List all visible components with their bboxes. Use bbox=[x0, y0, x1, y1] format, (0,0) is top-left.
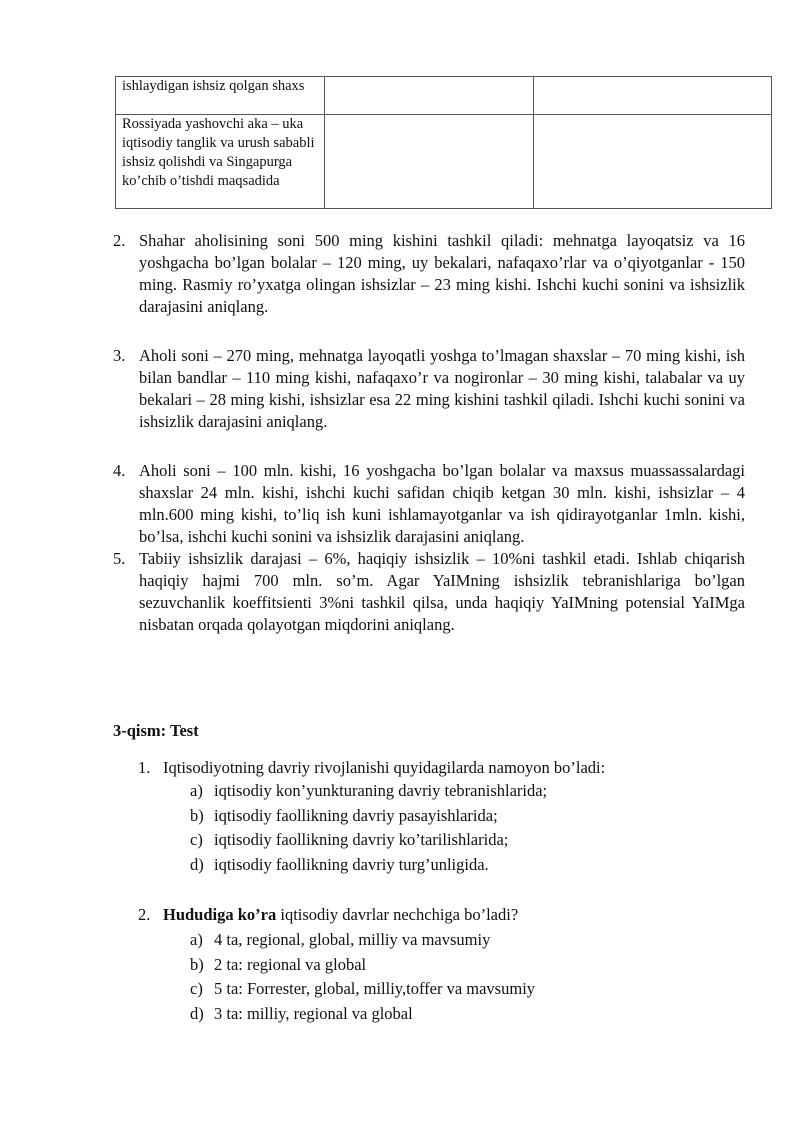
option-label: a) bbox=[190, 930, 203, 949]
option-label: c) bbox=[190, 830, 203, 850]
answer-option bbox=[190, 1002, 535, 1027]
option-text: 5 ta: Forrester, global, milliy,toffer va mavsumiy bbox=[214, 979, 536, 999]
problem-item bbox=[113, 345, 745, 433]
option-text: iqtisodiy faollikning davriy ko’tarilishlarida; bbox=[214, 830, 509, 850]
answer-option bbox=[190, 804, 547, 829]
answer-option bbox=[190, 928, 535, 953]
question-rest-text: iqtisodiy davrlar nechchiga bo’ladi? bbox=[276, 905, 519, 924]
option-text: iqtisodiy faollikning davriy pasayishlarida; bbox=[214, 805, 498, 825]
option-label: c) bbox=[190, 979, 203, 999]
answer-option bbox=[190, 779, 547, 804]
problem-item bbox=[113, 548, 745, 636]
problem-item bbox=[113, 230, 745, 318]
option-label: d) bbox=[190, 1004, 204, 1024]
option-text: 3 ta: milliy, regional va global bbox=[214, 1004, 413, 1024]
table-cell-empty bbox=[534, 115, 772, 209]
table-cell-label: Rossiyada yashovchi aka – uka iqtisodiy tanglik va urush sababli ishsiz qolishdi va Singapurga ko’chib o’tishdi maqsadida bbox=[116, 115, 325, 209]
problem-text: Shahar aholisining soni 500 ming kishini tashkil qiladi: mehnatga layoqatsiz va 16 yoshgacha bo’lgan bolalar – 120 ming, uy bekalari, nafaqaxo’rlar va o’qiyotganlar - 150 ming. Rasmiy ro’yxatga olingan ishsizlar – 23 ming kishi. Ishchi kuchi sonini va ishsizlik darajasini aniqlang. bbox=[139, 231, 745, 316]
question-bold-text: Hududiga ko’ra bbox=[163, 905, 277, 924]
answer-option bbox=[190, 828, 547, 853]
question-text bbox=[163, 904, 518, 926]
problem-text: Aholi soni – 100 mln. kishi, 16 yoshgacha bo’lgan bolalar va maxsus muassassalardagi shaxslar 24 mln. kishi, ishchi kuchi safidan chiqib ketgan 30 mln. kishi, ishsizlar – 4 mln.600 ming kishi, to’liq ish kuni ishlamayotganlar va ish qidirayotganlar 1mln. kishi, bo’lsa, ishchi kuchi sonini va ishsizlik darajasini aniqlang. bbox=[139, 461, 745, 546]
problem-text: Tabiiy ishsizlik darajasi – 6%, haqiqiy ishsizlik – 10%ni tashkil etadi. Ishlab chiqarish haqiqiy hajmi 700 mln. so’m. Agar YaIMning ishsizlik tebranishlariga bo’lgan sezuvchanlik koeffitsienti 3%ni tashkil qilsa, unda haqiqiy YaIMning potensial YaIMga nisbatan orqada qolayotgan miqdorini aniqlang. bbox=[139, 549, 745, 634]
problem-number: 2. bbox=[113, 231, 126, 250]
table-cell-empty bbox=[534, 77, 772, 115]
option-text: iqtisodiy kon’yunkturaning davriy tebranishlarida; bbox=[214, 781, 548, 800]
answer-option bbox=[190, 853, 547, 878]
problem-list bbox=[113, 230, 745, 636]
question-number: 2. bbox=[138, 905, 151, 924]
data-table bbox=[115, 76, 772, 209]
problem-text: Aholi soni – 270 ming, mehnatga layoqatli yoshga to’lmagan shaxslar – 70 ming kishi, ish bilan bandlar – 110 ming kishi, nafaqaxo’r va nogironlar – 30 ming kishi, talabalar va uy bekalari – 28 ming kishi, ishsizlar esa 22 ming kishini tashkil qiladi. Ishchi kuchi sonini va ishsizlik darajasini aniqlang. bbox=[139, 346, 745, 431]
answer-option bbox=[190, 977, 535, 1002]
option-label: b) bbox=[190, 805, 204, 825]
problem-number: 3. bbox=[113, 346, 126, 365]
option-label: d) bbox=[190, 855, 204, 875]
problem-number: 4. bbox=[113, 461, 126, 480]
option-text: 2 ta: regional va global bbox=[214, 954, 367, 974]
question-text: Iqtisodiyotning davriy rivojlanishi quyidagilarda namoyon bo’ladi: bbox=[163, 758, 606, 777]
table-row bbox=[116, 77, 772, 115]
section-title: 3-qism: Test bbox=[113, 721, 199, 740]
table-row bbox=[116, 115, 772, 209]
table-cell-empty bbox=[325, 115, 534, 209]
problem-number: 5. bbox=[113, 549, 126, 568]
test-question bbox=[138, 757, 605, 779]
test-question bbox=[138, 904, 518, 926]
table-cell-label: ishlaydigan ishsiz qolgan shaxs bbox=[116, 77, 325, 115]
option-text: 4 ta, regional, global, milliy va mavsumiy bbox=[214, 930, 491, 949]
answer-options bbox=[190, 779, 547, 878]
answer-option bbox=[190, 953, 535, 978]
problem-item bbox=[113, 460, 745, 548]
answer-options bbox=[190, 928, 535, 1027]
option-label: a) bbox=[190, 781, 203, 800]
table-cell-empty bbox=[325, 77, 534, 115]
option-text: iqtisodiy faollikning davriy turg’unligida. bbox=[214, 855, 489, 875]
option-label: b) bbox=[190, 954, 204, 974]
question-number: 1. bbox=[138, 758, 151, 777]
